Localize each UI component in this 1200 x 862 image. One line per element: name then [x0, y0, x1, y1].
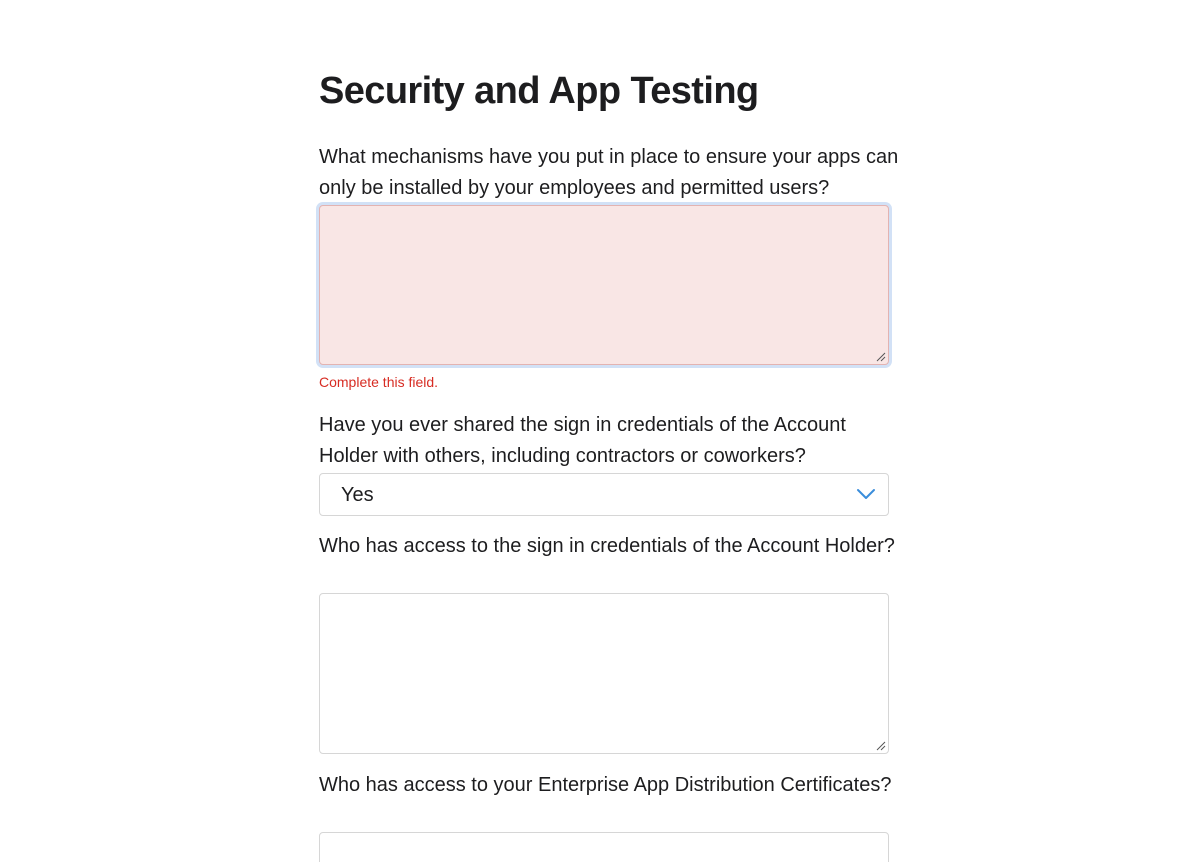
shared-credentials-select[interactable]	[319, 473, 889, 516]
chevron-down-icon	[856, 487, 876, 501]
resize-grip-icon[interactable]	[874, 739, 886, 751]
certificate-access-label: Who has access to your Enterprise App Distribution Certificates?	[319, 774, 892, 796]
install-mechanisms-textarea[interactable]	[319, 205, 889, 365]
shared-credentials-selected-value: Yes	[341, 484, 374, 506]
page-title: Security and App Testing	[319, 70, 759, 112]
install-mechanisms-error: Complete this field.	[319, 374, 439, 390]
credential-access-label: Who has access to the sign in credentials of the Account Holder?	[319, 535, 895, 557]
certificate-access-textarea[interactable]	[319, 832, 889, 862]
install-mechanisms-label: What mechanisms have you put in place to ensure your apps can only be installed by your employees and permitted users?	[319, 146, 899, 199]
resize-grip-icon[interactable]	[874, 350, 886, 362]
credential-access-textarea[interactable]	[319, 593, 889, 754]
shared-credentials-label: Have you ever shared the sign in credentials of the Account Holder with others, including contractors or coworkers?	[319, 414, 846, 467]
